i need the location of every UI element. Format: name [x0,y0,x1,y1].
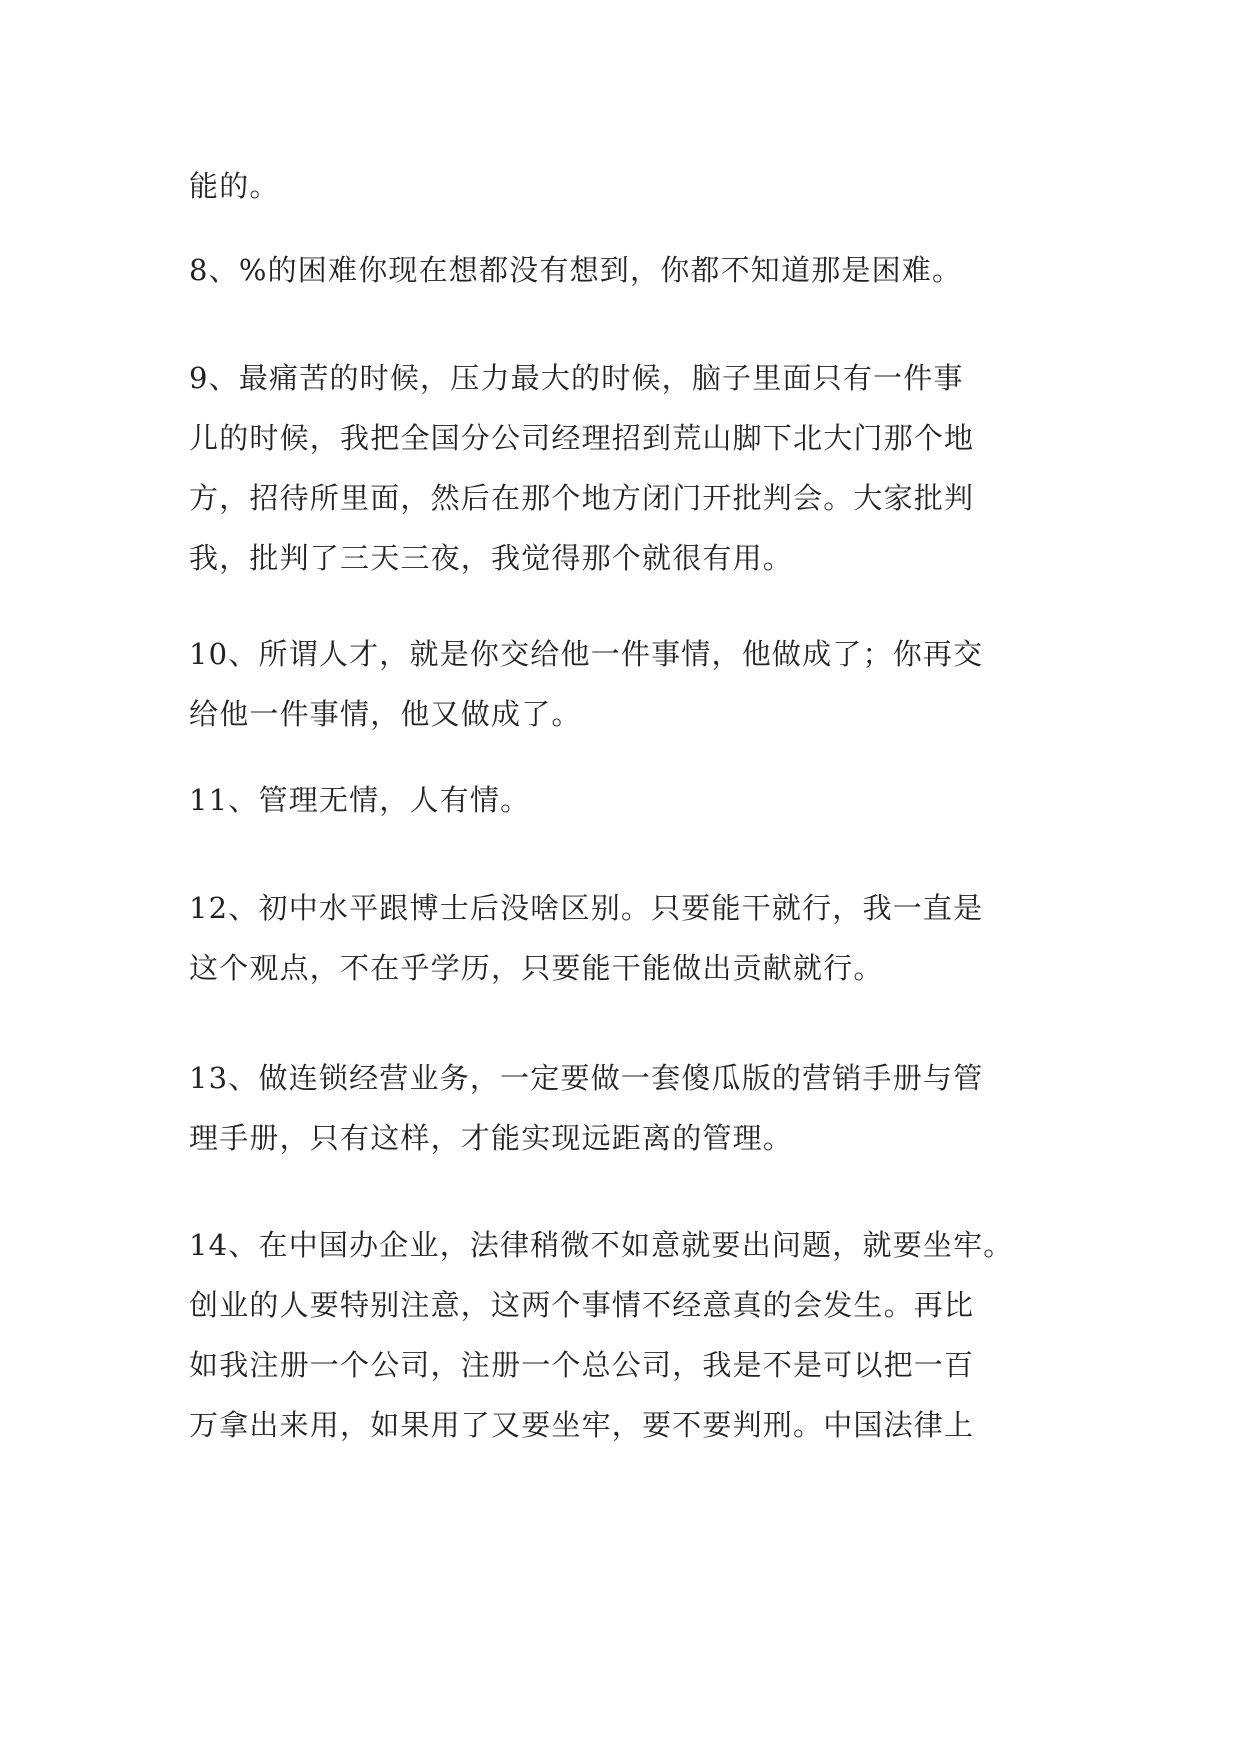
paragraph-item-13 [189,1048,1059,1168]
text-line: 14、在中国办企业，法律稍微不如意就要出问题，就要坐牢。 [189,1228,1014,1262]
text-line: 创业的人要特别注意，这两个事情不经意真的会发生。再比 [189,1288,975,1322]
text-line: 我，批判了三天三夜，我觉得那个就很有用。 [189,541,794,575]
text-line: 如我注册一个公司，注册一个总公司，我是不是可以把一百 [189,1348,975,1382]
text-line: 方，招待所里面，然后在那个地方闭门开批判会。大家批判 [189,481,975,515]
paragraph-continuation [189,156,1059,216]
paragraph-item-11 [189,770,1059,830]
text-line: 这个观点，不在乎学历，只要能干能做出贡献就行。 [189,951,884,985]
text-line: 13、做连锁经营业务，一定要做一套傻瓜版的营销手册与管 [189,1061,984,1095]
text-line: 万拿出来用，如果用了又要坐牢，要不要判刑。中国法律上 [189,1408,975,1442]
text-line: 儿的时候，我把全国分公司经理招到荒山脚下北大门那个地 [189,421,975,455]
text-line: 理手册，只有这样，才能实现远距离的管理。 [189,1121,794,1155]
paragraph-item-8 [189,240,1059,300]
text-line: 9、最痛苦的时候，压力最大的时候，脑子里面只有一件事 [189,361,964,395]
text-line: 给他一件事情，他又做成了。 [189,697,582,731]
paragraph-item-12 [189,878,1059,998]
text-line: 能的。 [189,169,280,203]
text-line: 11、管理无情，人有情。 [189,783,531,817]
text-line: 8、%的困难你现在想都没有想到，你都不知道那是困难。 [189,253,963,287]
paragraph-item-14 [189,1215,1059,1455]
text-line: 10、所谓人才，就是你交给他一件事情，他做成了；你再交 [189,637,984,671]
paragraph-item-9 [189,348,1059,588]
paragraph-item-10 [189,624,1059,744]
text-line: 12、初中水平跟博士后没啥区别。只要能干就行，我一直是 [189,891,984,925]
